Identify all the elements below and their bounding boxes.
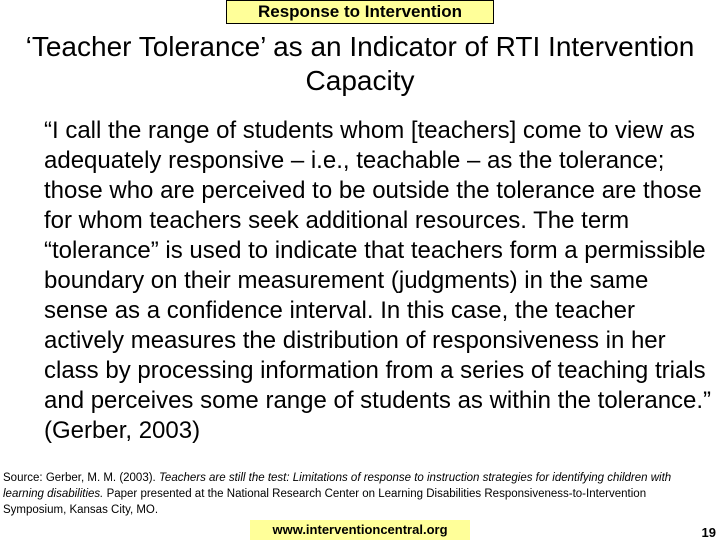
footer-url-text: www.interventioncentral.org xyxy=(272,522,448,537)
source-citation xyxy=(3,470,703,518)
slide-title: ‘Teacher Tolerance’ as an Indicator of RTI Intervention Capacity xyxy=(25,31,695,96)
footer-url xyxy=(250,520,470,540)
header-banner xyxy=(226,0,494,24)
source-suffix: Paper presented at the National Research Center on Learning Disabilities Responsiveness-to-Intervention Symposium, Kansas City, MO. xyxy=(3,488,647,516)
quote-text: “I call the range of students whom [teachers] come to view as adequately responsive – i.e., teachable – as the tolerance; those who are perceived to be outside the tolerance are those for whom teachers seek additional resources. The term “tolerance” is used to indicate that teachers form a permissible boundary on their measurement (judgments) in the same sense as a confidence interval. In this case, the teacher actively measures the distribution of responsiveness in her class by processing information from a series of teaching trials and perceives some range of students as within the tolerance.” (Gerber, 2003) xyxy=(44,117,712,444)
source-prefix: Source: Gerber, M. M. (2003). xyxy=(3,472,159,484)
source-title: Teachers are still the test: Limitations of response to instruction strategies for identifying children with learning disabilities. xyxy=(3,472,672,500)
header-banner-label: Response to Intervention xyxy=(257,2,463,21)
page-number: 19 xyxy=(701,525,716,540)
